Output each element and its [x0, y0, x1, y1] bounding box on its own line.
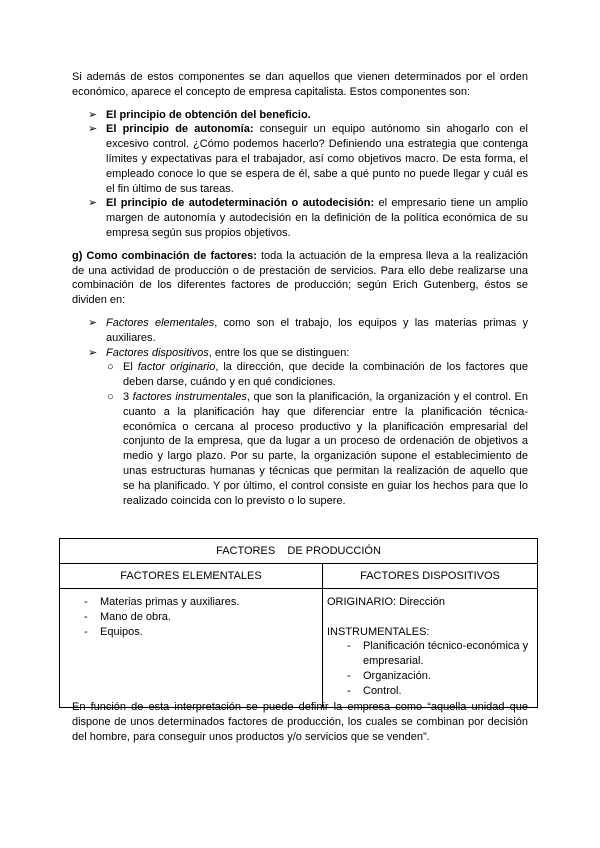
arrow-bullet-icon: ➢: [88, 346, 98, 359]
intro-paragraph: Si además de estos componentes se dan aquellos que vienen determinados por el orden económico, aparece el concepto de empresa capitalista. Estos componentes son:: [72, 71, 528, 98]
dash-bullet: -: [347, 669, 351, 682]
dash-bullet: -: [347, 640, 351, 653]
document-body: [72, 70, 528, 508]
factor-text: , entre los que se distinguen:: [208, 346, 350, 359]
dispositivos-sublist: [72, 360, 528, 508]
list-item: [72, 360, 528, 390]
list-item: [66, 625, 316, 640]
circle-bullet-icon: ○: [107, 361, 114, 374]
item-text: Organización.: [363, 669, 431, 682]
dash-bullet: -: [347, 684, 351, 697]
principle-title: El principio de obtención del beneficio.: [106, 108, 311, 121]
section-g-title: g) Como combinación de factores:: [72, 249, 257, 262]
section-g-paragraph: [72, 249, 528, 308]
dash-bullet: -: [84, 610, 88, 623]
arrow-bullet-icon: ➢: [88, 316, 98, 329]
factors-list: [72, 316, 528, 360]
principle-text: el empresario tiene un amplio margen de autonomía y autodecisión en la definición de la política económica de su empresa según sus propios objetivos.: [106, 197, 528, 239]
arrow-bullet-icon: ➢: [88, 123, 98, 136]
arrow-bullet-icon: ➢: [88, 197, 98, 210]
sub-text: El: [123, 361, 138, 374]
list-item: [327, 669, 531, 684]
dash-bullet: -: [84, 625, 88, 638]
principle-text: conseguir un equipo autónomo sin ahogarlo con el excesivo control. ¿Cómo podemos hacerlo? Definiendo una estrategia que contenga límites y expectativas para el trabajador, así como objetivos macro. De esta forma, el empleado conoce lo que se espera de él, sabe a qué punto no puede llegar y cuál es el fin último de sus tareas.: [106, 123, 528, 195]
factor-term: Factores elementales: [106, 316, 215, 329]
factor-term: Factores dispositivos: [106, 346, 209, 359]
list-item: [72, 346, 528, 361]
list-item: [72, 196, 528, 240]
elementales-cell: [60, 589, 323, 708]
item-text: Materias primas y auxiliares.: [100, 596, 240, 608]
sub-text: , la dirección, que decide la combinación de los factores que deben darse, cuándo y en qué condiciones.: [123, 361, 528, 389]
item-text: Equipos.: [100, 625, 143, 638]
list-item: [66, 595, 316, 610]
sub-text: 3: [123, 390, 133, 403]
final-paragraph: En función de esta interpretación se puede definir la empresa como “aquella unidad que dispone de unos determinados factores de producción, los cuales se combinan por decisión del hombre, para conseguir unos productos y/o servicios que se venden”.: [72, 701, 528, 743]
list-item: [327, 639, 531, 669]
table-title-text: FACTORES DE PRODUCCIÓN: [216, 544, 381, 557]
list-item: [72, 122, 528, 196]
item-text: Planificación técnico-económica y empresarial.: [363, 640, 529, 668]
factors-table: [59, 538, 538, 708]
column-header: FACTORES ELEMENTALES: [60, 564, 323, 589]
sub-term: factor originario: [137, 361, 216, 374]
instrumentales-label: INSTRUMENTALES:: [327, 625, 430, 638]
list-item: [327, 684, 531, 699]
list-item: [72, 390, 528, 508]
dash-bullet: -: [84, 596, 88, 608]
table-title: [60, 539, 538, 564]
principle-title: El principio de autodeterminación o autodecisión:: [106, 197, 375, 210]
sub-term: factores instrumentales: [132, 390, 247, 403]
list-item: [72, 108, 528, 123]
principle-title: El principio de autonomía:: [106, 123, 254, 136]
instrumentales-list: [327, 639, 531, 698]
dispositivos-cell: [323, 589, 538, 708]
circle-bullet-icon: ○: [107, 390, 114, 403]
column-header: FACTORES DISPOSITIVOS: [323, 564, 538, 589]
list-item: [72, 316, 528, 346]
factor-text: , como son el trabajo, los equipos y las materias primas y auxiliares.: [106, 316, 528, 344]
sub-text: , que son la planificación, la organización y el control. En cuanto a la planificación hay que diferenciar entre la planificación técnica-económica o cercana al proceso productivo y la planificación empresarial del conjunto de la empresa, que da lugar a un proceso de ordenación de objetivos a medio y largo plazo. Por su parte, la organización supone el establecimiento de unas estructuras humanas y técnicas que permitan la realización de aquello que se ha planificado. Y por último, el control consiste en guiar los hechos para que lo realizado coincida con lo previsto o lo supere.: [123, 390, 528, 507]
list-item: [66, 610, 316, 625]
arrow-bullet-icon: ➢: [88, 108, 98, 121]
originario-text: ORIGINARIO: Dirección: [327, 596, 445, 608]
item-text: Control.: [363, 684, 402, 697]
elementales-list: [66, 595, 316, 639]
item-text: Mano de obra.: [100, 610, 171, 623]
principles-list: [72, 108, 528, 241]
section-g-text: toda la actuación de la empresa lleva a la realización de una actividad de producción o de prestación de servicios. Para ello debe realizarse una combinación de los diferentes factores de producción; según Erich Gutenberg, éstos se dividen en:: [72, 249, 528, 307]
spacer: [327, 610, 531, 625]
